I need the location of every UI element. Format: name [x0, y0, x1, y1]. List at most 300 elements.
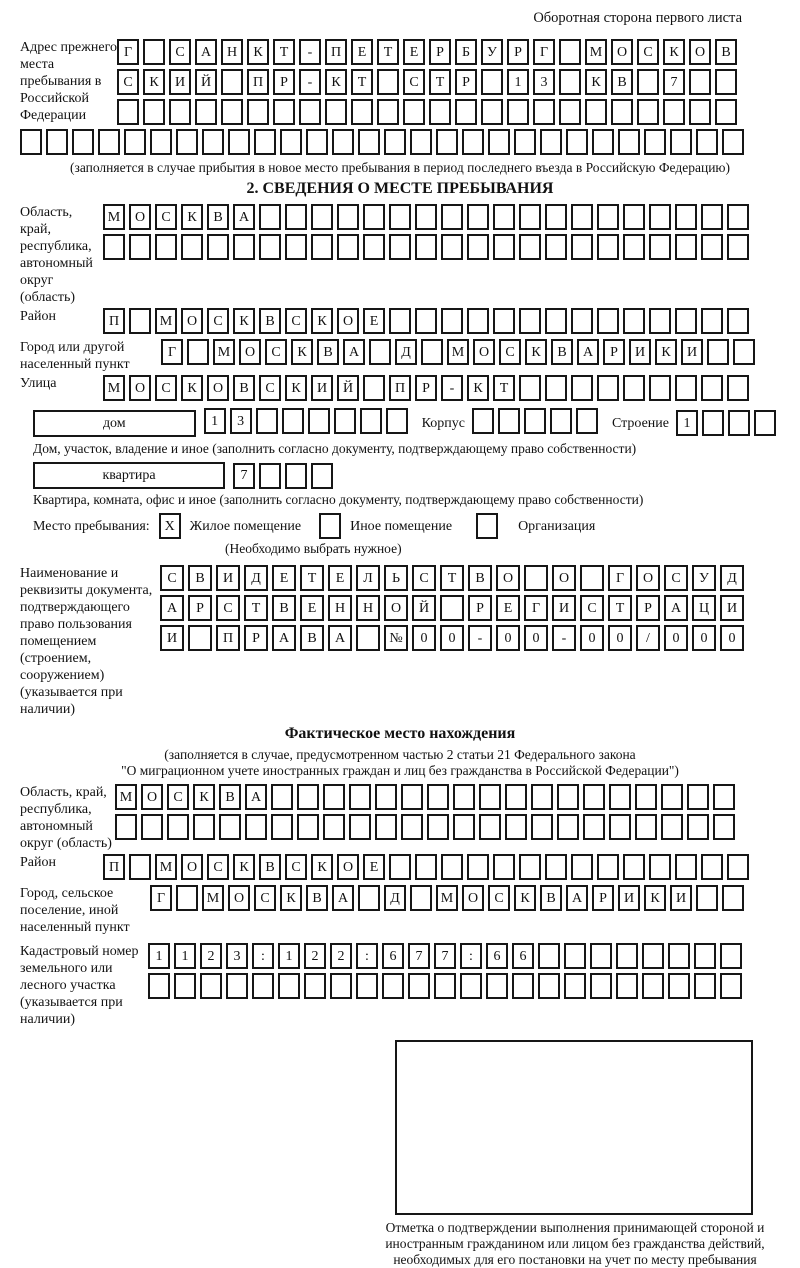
char-cell[interactable]: Л	[356, 565, 380, 591]
char-cell[interactable]	[356, 625, 380, 651]
char-cell[interactable]: -	[468, 625, 492, 651]
char-cell[interactable]	[467, 308, 489, 334]
char-cell[interactable]	[689, 99, 711, 125]
char-cell[interactable]	[727, 204, 749, 230]
char-cell[interactable]	[415, 854, 437, 880]
char-cell[interactable]	[635, 814, 657, 840]
char-cell[interactable]: И	[720, 595, 744, 621]
char-cell[interactable]: Й	[412, 595, 436, 621]
stay-option-other-checkbox[interactable]	[319, 513, 341, 539]
char-cell[interactable]: :	[252, 943, 274, 969]
char-cell[interactable]	[616, 973, 638, 999]
char-cell[interactable]: П	[389, 375, 411, 401]
char-cell[interactable]	[415, 308, 437, 334]
char-cell[interactable]: К	[525, 339, 547, 365]
char-cell[interactable]	[701, 234, 723, 260]
char-cell[interactable]	[467, 854, 489, 880]
char-cell[interactable]: К	[311, 854, 333, 880]
char-cell[interactable]: Г	[608, 565, 632, 591]
char-cell[interactable]: Т	[377, 39, 399, 65]
char-cell[interactable]	[571, 308, 593, 334]
char-cell[interactable]: 0	[720, 625, 744, 651]
char-cell[interactable]: С	[285, 854, 307, 880]
char-cell[interactable]	[649, 854, 671, 880]
char-cell[interactable]: О	[611, 39, 633, 65]
char-cell[interactable]: Т	[351, 69, 373, 95]
char-cell[interactable]: С	[664, 565, 688, 591]
char-cell[interactable]	[271, 814, 293, 840]
char-cell[interactable]	[498, 408, 520, 434]
char-cell[interactable]	[440, 595, 464, 621]
char-cell[interactable]: 1	[676, 410, 698, 436]
char-cell[interactable]: П	[103, 308, 125, 334]
char-cell[interactable]	[306, 129, 328, 155]
char-cell[interactable]	[200, 973, 222, 999]
char-cell[interactable]	[325, 99, 347, 125]
char-cell[interactable]: Ь	[384, 565, 408, 591]
char-cell[interactable]	[181, 234, 203, 260]
char-cell[interactable]	[408, 973, 430, 999]
char-cell[interactable]	[377, 69, 399, 95]
char-cell[interactable]	[571, 375, 593, 401]
char-cell[interactable]	[727, 375, 749, 401]
char-cell[interactable]	[117, 99, 139, 125]
char-cell[interactable]: 3	[226, 943, 248, 969]
char-cell[interactable]	[375, 784, 397, 810]
char-cell[interactable]	[129, 308, 151, 334]
char-cell[interactable]: Р	[455, 69, 477, 95]
char-cell[interactable]	[519, 375, 541, 401]
char-cell[interactable]	[583, 814, 605, 840]
char-cell[interactable]	[273, 99, 295, 125]
char-cell[interactable]	[488, 129, 510, 155]
char-cell[interactable]: М	[213, 339, 235, 365]
char-cell[interactable]: 0	[524, 625, 548, 651]
char-cell[interactable]: Т	[244, 595, 268, 621]
char-cell[interactable]: Т	[440, 565, 464, 591]
char-cell[interactable]	[415, 204, 437, 230]
char-cell[interactable]: К	[514, 885, 536, 911]
char-cell[interactable]	[576, 408, 598, 434]
char-cell[interactable]: Н	[328, 595, 352, 621]
char-cell[interactable]	[455, 99, 477, 125]
char-cell[interactable]	[519, 234, 541, 260]
char-cell[interactable]: С	[499, 339, 521, 365]
char-cell[interactable]	[304, 973, 326, 999]
char-cell[interactable]: О	[141, 784, 163, 810]
char-cell[interactable]: И	[311, 375, 333, 401]
char-cell[interactable]	[720, 973, 742, 999]
char-cell[interactable]: С	[412, 565, 436, 591]
char-cell[interactable]: Р	[188, 595, 212, 621]
char-cell[interactable]	[174, 973, 196, 999]
char-cell[interactable]	[441, 204, 463, 230]
char-cell[interactable]	[195, 99, 217, 125]
char-cell[interactable]: А	[664, 595, 688, 621]
char-cell[interactable]: О	[496, 565, 520, 591]
char-cell[interactable]: К	[181, 204, 203, 230]
char-cell[interactable]	[233, 234, 255, 260]
char-cell[interactable]: А	[343, 339, 365, 365]
char-cell[interactable]	[349, 784, 371, 810]
char-cell[interactable]	[727, 854, 749, 880]
char-cell[interactable]: Р	[429, 39, 451, 65]
char-cell[interactable]	[202, 129, 224, 155]
char-cell[interactable]: О	[181, 308, 203, 334]
char-cell[interactable]	[337, 204, 359, 230]
char-cell[interactable]	[453, 814, 475, 840]
char-cell[interactable]	[311, 234, 333, 260]
char-cell[interactable]: Р	[592, 885, 614, 911]
char-cell[interactable]	[410, 885, 432, 911]
char-cell[interactable]: В	[317, 339, 339, 365]
char-cell[interactable]: В	[715, 39, 737, 65]
char-cell[interactable]: О	[552, 565, 576, 591]
char-cell[interactable]	[668, 973, 690, 999]
char-cell[interactable]: А	[566, 885, 588, 911]
char-cell[interactable]	[386, 408, 408, 434]
char-cell[interactable]	[623, 204, 645, 230]
char-cell[interactable]: С	[207, 308, 229, 334]
char-cell[interactable]	[649, 234, 671, 260]
char-cell[interactable]	[337, 234, 359, 260]
char-cell[interactable]	[323, 814, 345, 840]
char-cell[interactable]	[609, 814, 631, 840]
char-cell[interactable]	[696, 129, 718, 155]
char-cell[interactable]	[493, 308, 515, 334]
char-cell[interactable]: В	[259, 854, 281, 880]
char-cell[interactable]: Е	[363, 854, 385, 880]
char-cell[interactable]: -	[299, 69, 321, 95]
char-cell[interactable]: Т	[429, 69, 451, 95]
char-cell[interactable]	[590, 973, 612, 999]
char-cell[interactable]: Р	[273, 69, 295, 95]
char-cell[interactable]: М	[447, 339, 469, 365]
char-cell[interactable]	[689, 69, 711, 95]
char-cell[interactable]	[694, 943, 716, 969]
char-cell[interactable]: М	[155, 308, 177, 334]
char-cell[interactable]	[351, 99, 373, 125]
char-cell[interactable]	[427, 784, 449, 810]
char-cell[interactable]: И	[618, 885, 640, 911]
char-cell[interactable]	[193, 814, 215, 840]
char-cell[interactable]: О	[129, 204, 151, 230]
char-cell[interactable]	[259, 204, 281, 230]
char-cell[interactable]: Д	[395, 339, 417, 365]
char-cell[interactable]	[334, 408, 356, 434]
char-cell[interactable]: А	[160, 595, 184, 621]
char-cell[interactable]: К	[233, 854, 255, 880]
char-cell[interactable]	[486, 973, 508, 999]
char-cell[interactable]	[259, 234, 281, 260]
char-cell[interactable]	[649, 308, 671, 334]
char-cell[interactable]	[141, 814, 163, 840]
char-cell[interactable]	[72, 129, 94, 155]
char-cell[interactable]: Е	[328, 565, 352, 591]
char-cell[interactable]	[493, 234, 515, 260]
char-cell[interactable]: 2	[200, 943, 222, 969]
char-cell[interactable]	[644, 129, 666, 155]
char-cell[interactable]	[188, 625, 212, 651]
char-cell[interactable]: С	[488, 885, 510, 911]
char-cell[interactable]: К	[311, 308, 333, 334]
char-cell[interactable]	[649, 204, 671, 230]
char-cell[interactable]: О	[181, 854, 203, 880]
char-cell[interactable]: У	[692, 565, 716, 591]
char-cell[interactable]: С	[167, 784, 189, 810]
char-cell[interactable]	[675, 854, 697, 880]
char-cell[interactable]: И	[216, 565, 240, 591]
char-cell[interactable]: К	[193, 784, 215, 810]
char-cell[interactable]	[271, 784, 293, 810]
char-cell[interactable]	[358, 129, 380, 155]
char-cell[interactable]	[559, 69, 581, 95]
char-cell[interactable]: 1	[278, 943, 300, 969]
char-cell[interactable]	[363, 234, 385, 260]
char-cell[interactable]: А	[195, 39, 217, 65]
char-cell[interactable]	[369, 339, 391, 365]
char-cell[interactable]	[571, 234, 593, 260]
char-cell[interactable]	[245, 814, 267, 840]
char-cell[interactable]: С	[160, 565, 184, 591]
char-cell[interactable]	[429, 99, 451, 125]
char-cell[interactable]: М	[103, 375, 125, 401]
char-cell[interactable]	[571, 204, 593, 230]
char-cell[interactable]	[592, 129, 614, 155]
char-cell[interactable]: С	[259, 375, 281, 401]
char-cell[interactable]	[728, 410, 750, 436]
char-cell[interactable]: Н	[221, 39, 243, 65]
char-cell[interactable]: О	[473, 339, 495, 365]
char-cell[interactable]	[727, 234, 749, 260]
char-cell[interactable]	[98, 129, 120, 155]
char-cell[interactable]: С	[580, 595, 604, 621]
char-cell[interactable]: К	[143, 69, 165, 95]
char-cell[interactable]	[403, 99, 425, 125]
char-cell[interactable]: 0	[580, 625, 604, 651]
char-cell[interactable]: С	[169, 39, 191, 65]
char-cell[interactable]	[545, 375, 567, 401]
char-cell[interactable]: В	[233, 375, 255, 401]
char-cell[interactable]	[280, 129, 302, 155]
char-cell[interactable]	[389, 204, 411, 230]
char-cell[interactable]	[687, 814, 709, 840]
char-cell[interactable]	[311, 463, 333, 489]
char-cell[interactable]: 0	[664, 625, 688, 651]
char-cell[interactable]: Е	[403, 39, 425, 65]
char-cell[interactable]	[176, 885, 198, 911]
char-cell[interactable]	[661, 784, 683, 810]
char-cell[interactable]	[512, 973, 534, 999]
char-cell[interactable]: П	[103, 854, 125, 880]
char-cell[interactable]	[715, 69, 737, 95]
char-cell[interactable]	[696, 885, 718, 911]
char-cell[interactable]: Н	[356, 595, 380, 621]
char-cell[interactable]: М	[202, 885, 224, 911]
char-cell[interactable]	[597, 234, 619, 260]
char-cell[interactable]	[618, 129, 640, 155]
char-cell[interactable]: К	[280, 885, 302, 911]
char-cell[interactable]: 1	[204, 408, 226, 434]
char-cell[interactable]	[559, 39, 581, 65]
char-cell[interactable]: 0	[412, 625, 436, 651]
char-cell[interactable]: И	[629, 339, 651, 365]
char-cell[interactable]	[323, 784, 345, 810]
char-cell[interactable]	[226, 973, 248, 999]
char-cell[interactable]	[531, 784, 553, 810]
char-cell[interactable]	[254, 129, 276, 155]
char-cell[interactable]: А	[272, 625, 296, 651]
char-cell[interactable]	[590, 943, 612, 969]
char-cell[interactable]: С	[216, 595, 240, 621]
char-cell[interactable]	[754, 410, 776, 436]
char-cell[interactable]: 0	[440, 625, 464, 651]
char-cell[interactable]	[637, 99, 659, 125]
char-cell[interactable]	[389, 854, 411, 880]
char-cell[interactable]	[167, 814, 189, 840]
char-cell[interactable]: К	[467, 375, 489, 401]
char-cell[interactable]	[389, 308, 411, 334]
stay-option-residential-checkbox[interactable]: X	[159, 513, 181, 539]
char-cell[interactable]	[415, 234, 437, 260]
char-cell[interactable]	[221, 69, 243, 95]
char-cell[interactable]: Д	[384, 885, 406, 911]
char-cell[interactable]: В	[551, 339, 573, 365]
char-cell[interactable]	[519, 854, 541, 880]
char-cell[interactable]	[155, 234, 177, 260]
char-cell[interactable]: Е	[272, 565, 296, 591]
char-cell[interactable]: О	[384, 595, 408, 621]
char-cell[interactable]: 2	[330, 943, 352, 969]
char-cell[interactable]	[623, 375, 645, 401]
char-cell[interactable]	[715, 99, 737, 125]
char-cell[interactable]: А	[233, 204, 255, 230]
char-cell[interactable]: К	[233, 308, 255, 334]
char-cell[interactable]: №	[384, 625, 408, 651]
char-cell[interactable]: Р	[603, 339, 625, 365]
char-cell[interactable]	[332, 129, 354, 155]
char-cell[interactable]	[219, 814, 241, 840]
char-cell[interactable]: В	[259, 308, 281, 334]
char-cell[interactable]: :	[356, 943, 378, 969]
char-cell[interactable]: 7	[663, 69, 685, 95]
char-cell[interactable]	[649, 375, 671, 401]
char-cell[interactable]	[259, 463, 281, 489]
char-cell[interactable]: А	[328, 625, 352, 651]
char-cell[interactable]: /	[636, 625, 660, 651]
char-cell[interactable]	[642, 973, 664, 999]
char-cell[interactable]: Р	[468, 595, 492, 621]
char-cell[interactable]: О	[207, 375, 229, 401]
char-cell[interactable]: О	[337, 308, 359, 334]
char-cell[interactable]: О	[462, 885, 484, 911]
char-cell[interactable]	[687, 784, 709, 810]
char-cell[interactable]	[519, 308, 541, 334]
char-cell[interactable]: С	[155, 204, 177, 230]
char-cell[interactable]: К	[663, 39, 685, 65]
char-cell[interactable]	[115, 814, 137, 840]
char-cell[interactable]: Р	[244, 625, 268, 651]
char-cell[interactable]	[410, 129, 432, 155]
char-cell[interactable]	[460, 973, 482, 999]
char-cell[interactable]: 3	[533, 69, 555, 95]
char-cell[interactable]: Г	[524, 595, 548, 621]
char-cell[interactable]: О	[228, 885, 250, 911]
char-cell[interactable]	[462, 129, 484, 155]
char-cell[interactable]: М	[103, 204, 125, 230]
char-cell[interactable]	[675, 308, 697, 334]
char-cell[interactable]	[479, 784, 501, 810]
char-cell[interactable]	[524, 408, 546, 434]
char-cell[interactable]	[150, 129, 172, 155]
char-cell[interactable]	[453, 784, 475, 810]
char-cell[interactable]	[675, 234, 697, 260]
char-cell[interactable]	[330, 973, 352, 999]
char-cell[interactable]: 1	[507, 69, 529, 95]
char-cell[interactable]: Б	[455, 39, 477, 65]
char-cell[interactable]	[531, 814, 553, 840]
char-cell[interactable]: В	[207, 204, 229, 230]
char-cell[interactable]: С	[637, 39, 659, 65]
char-cell[interactable]: П	[325, 39, 347, 65]
char-cell[interactable]	[434, 973, 456, 999]
char-cell[interactable]: И	[169, 69, 191, 95]
char-cell[interactable]	[557, 784, 579, 810]
char-cell[interactable]	[642, 943, 664, 969]
char-cell[interactable]	[505, 814, 527, 840]
char-cell[interactable]	[637, 69, 659, 95]
char-cell[interactable]: П	[216, 625, 240, 651]
char-cell[interactable]	[545, 308, 567, 334]
char-cell[interactable]	[103, 234, 125, 260]
char-cell[interactable]	[701, 308, 723, 334]
char-cell[interactable]: Г	[150, 885, 172, 911]
char-cell[interactable]: К	[325, 69, 347, 95]
char-cell[interactable]: -	[552, 625, 576, 651]
char-cell[interactable]	[583, 784, 605, 810]
char-cell[interactable]	[533, 99, 555, 125]
char-cell[interactable]	[713, 784, 735, 810]
char-cell[interactable]	[207, 234, 229, 260]
char-cell[interactable]	[545, 204, 567, 230]
char-cell[interactable]	[389, 234, 411, 260]
char-cell[interactable]: 7	[434, 943, 456, 969]
char-cell[interactable]: Т	[608, 595, 632, 621]
char-cell[interactable]: О	[129, 375, 151, 401]
char-cell[interactable]	[545, 854, 567, 880]
char-cell[interactable]: -	[441, 375, 463, 401]
char-cell[interactable]	[701, 854, 723, 880]
char-cell[interactable]: С	[285, 308, 307, 334]
char-cell[interactable]: Ц	[692, 595, 716, 621]
char-cell[interactable]	[597, 308, 619, 334]
char-cell[interactable]: Т	[273, 39, 295, 65]
char-cell[interactable]: Г	[533, 39, 555, 65]
char-cell[interactable]: С	[117, 69, 139, 95]
char-cell[interactable]: К	[181, 375, 203, 401]
char-cell[interactable]	[559, 99, 581, 125]
char-cell[interactable]	[713, 814, 735, 840]
char-cell[interactable]	[722, 129, 744, 155]
char-cell[interactable]: 0	[496, 625, 520, 651]
char-cell[interactable]	[580, 565, 604, 591]
char-cell[interactable]	[507, 99, 529, 125]
char-cell[interactable]	[668, 943, 690, 969]
char-cell[interactable]	[176, 129, 198, 155]
char-cell[interactable]: И	[681, 339, 703, 365]
char-cell[interactable]	[467, 234, 489, 260]
char-cell[interactable]: 3	[230, 408, 252, 434]
